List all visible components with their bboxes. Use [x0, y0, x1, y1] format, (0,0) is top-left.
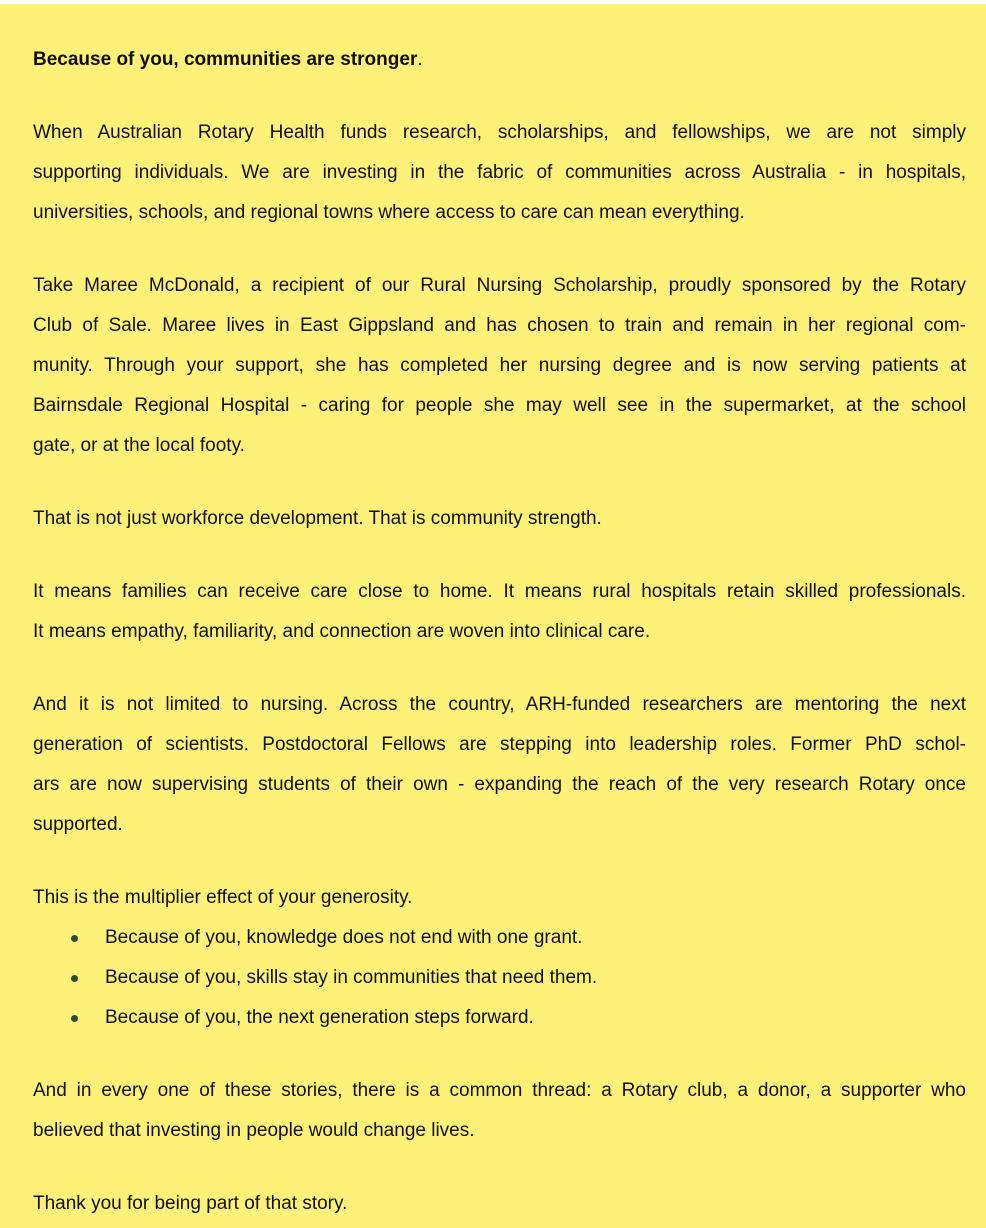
paragraph-line: believed that investing in people would change lives.	[33, 1120, 475, 1141]
paragraph-line: gate, or at the local footy.	[33, 435, 245, 456]
paragraph-line: And it is not limited to nursing. Across the country, ARH-funded researchers are mentoring the next	[33, 694, 966, 715]
bullet-icon	[71, 935, 78, 942]
paragraph-line: munity. Through your support, she has completed her nursing degree and is now serving patients at	[33, 355, 966, 376]
bullet-text: Because of you, the next generation steps forward.	[105, 1007, 534, 1028]
paragraph-line: generation of scientists. Postdoctoral Fellows are stepping into leadership roles. Former PhD schol-	[33, 734, 966, 755]
paragraph-line: Take Maree McDonald, a recipient of our Rural Nursing Scholarship, proudly sponsored by the Rotary	[33, 275, 966, 296]
paragraph-line: supporting individuals. We are investing in the fabric of communities across Australia - in hospitals,	[33, 162, 966, 183]
paragraph-line: universities, schools, and regional towns where access to care can mean everything.	[33, 202, 745, 223]
heading-bold: Because of you, communities are stronger	[33, 49, 418, 70]
paragraph-line: ars are now supervising students of their own - expanding the reach of the very research Rotary once	[33, 774, 966, 795]
bullet-item	[33, 998, 966, 1038]
paragraph-line: That is not just workforce development. That is community strength.	[33, 508, 602, 529]
paragraph-intro	[33, 113, 966, 233]
paragraph-line: Bairnsdale Regional Hospital - caring for people she may well see in the supermarket, at the school	[33, 395, 966, 416]
document-body	[33, 40, 966, 1224]
heading-period: .	[417, 49, 423, 70]
paragraph-workforce	[33, 499, 966, 539]
paragraph-research	[33, 685, 966, 845]
paragraph-line: It means empathy, familiarity, and connection are woven into clinical care.	[33, 621, 651, 642]
paragraph-line: Thank you for being part of that story.	[33, 1193, 348, 1214]
paragraph-line: Club of Sale. Maree lives in East Gippsland and has chosen to train and remain in her regional com-	[33, 315, 966, 336]
paragraph-families	[33, 572, 966, 652]
bullet-item	[33, 918, 966, 958]
paragraph-line: This is the multiplier effect of your generosity.	[33, 887, 413, 908]
paragraph-line: supported.	[33, 814, 123, 835]
bullet-icon	[71, 1015, 78, 1022]
bullet-text: Because of you, knowledge does not end with one grant.	[105, 927, 583, 948]
bullet-icon	[71, 975, 78, 982]
paragraph-common-thread	[33, 1071, 966, 1151]
heading	[33, 40, 966, 80]
paragraph-line: When Australian Rotary Health funds research, scholarships, and fellowships, we are not simply	[33, 122, 966, 143]
paragraph-line: It means families can receive care close to home. It means rural hospitals retain skilled professionals.	[33, 581, 966, 602]
paragraph-multiplier	[33, 878, 966, 918]
bullet-list	[33, 918, 966, 1038]
paragraph-thank-you	[33, 1184, 966, 1224]
document-page	[0, 4, 986, 1228]
bullet-text: Because of you, skills stay in communities that need them.	[105, 967, 598, 988]
paragraph-line: And in every one of these stories, there is a common thread: a Rotary club, a donor, a supporter who	[33, 1080, 966, 1101]
paragraph-maree	[33, 266, 966, 466]
bullet-item	[33, 958, 966, 998]
